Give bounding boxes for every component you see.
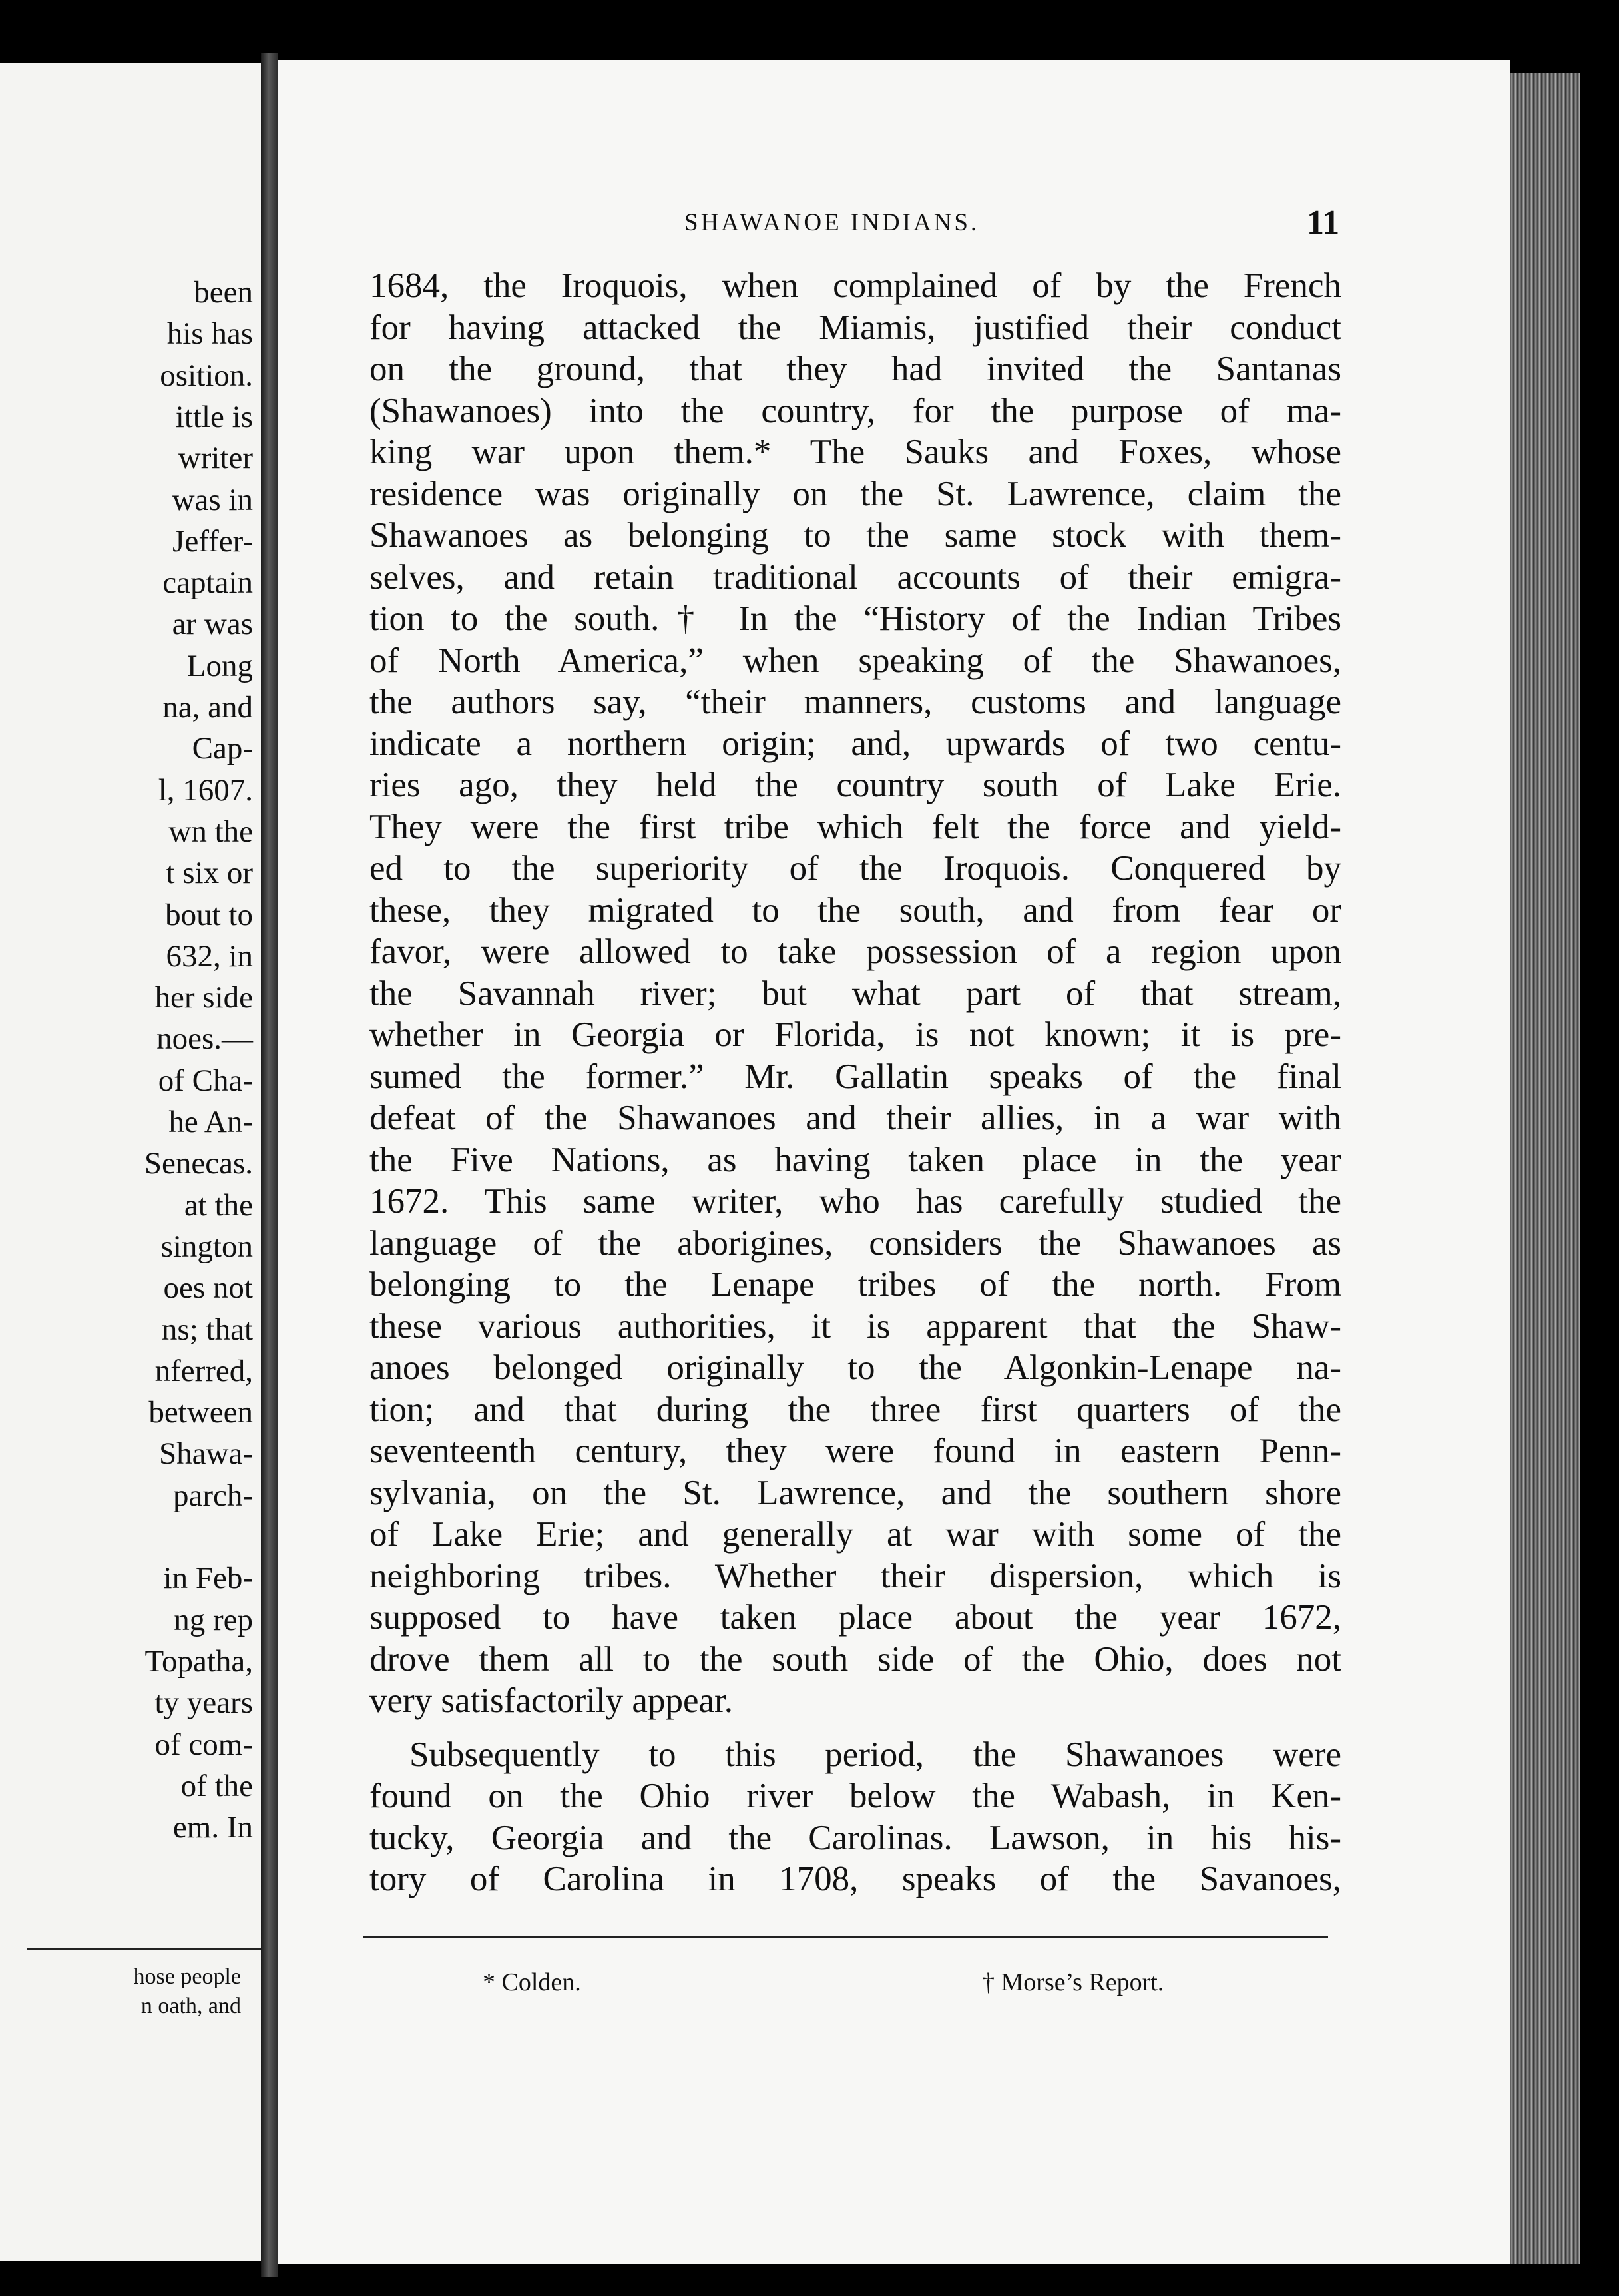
facing-footnote-rule xyxy=(27,1948,261,1950)
facing-text-line: ty years xyxy=(154,1685,253,1721)
facing-text-line: at the xyxy=(184,1187,253,1223)
text-line: of Lake Erie; and generally at war with some of the xyxy=(369,1515,1341,1554)
text-line: residence was originally on the St. Lawrence, claim the xyxy=(369,474,1341,513)
facing-text-line: na, and xyxy=(162,690,253,724)
facing-footnote-line: n oath, and xyxy=(140,1994,241,2018)
text-line: Shawanoes as belonging to the same stock with them- xyxy=(369,516,1341,555)
facing-text-line: in Feb- xyxy=(163,1561,253,1596)
text-line: ries ago, they held the country south of Lake Erie. xyxy=(369,766,1341,804)
facing-text-line: Cap- xyxy=(192,731,253,766)
facing-text-line: ar was xyxy=(172,607,253,642)
text-line: anoes belonged originally to the Algonkin-Lenape na- xyxy=(369,1348,1341,1387)
facing-footnote-line: hose people xyxy=(133,1964,241,1989)
text-line: tucky, Georgia and the Carolinas. Lawson, in his his- xyxy=(369,1818,1341,1857)
text-line: on the ground, that they had invited the Santanas xyxy=(369,350,1341,388)
running-head: SHAWANOE INDIANS. xyxy=(684,209,980,236)
text-line: the Five Nations, as having taken place in the year xyxy=(369,1140,1341,1179)
text-line: defeat of the Shawanoes and their allies, in a war with xyxy=(369,1099,1341,1137)
book-gutter xyxy=(261,53,278,2277)
body-text xyxy=(369,265,1341,1900)
facing-text-line: l, 1607. xyxy=(158,772,253,808)
text-line: tion to the south.† In the “History of the Indian Tribes xyxy=(369,599,1341,638)
text-line: language of the aborigines, considers the Shawanoes as xyxy=(369,1223,1341,1263)
paragraph-1 xyxy=(369,265,1341,1722)
facing-text-line: ng rep xyxy=(174,1602,253,1637)
text-line: found on the Ohio river below the Wabash, in Ken- xyxy=(369,1777,1341,1815)
text-line: the Savannah river; but what part of that stream, xyxy=(369,974,1341,1013)
text-line: indicate a northern origin; and, upwards of two centu- xyxy=(369,724,1341,763)
text-line: the authors say, “their manners, customs and language xyxy=(369,683,1341,721)
facing-text-line: Topatha, xyxy=(144,1643,253,1679)
text-line: king war upon them.* The Sauks and Foxes, whose xyxy=(369,433,1341,471)
facing-page xyxy=(0,63,261,2261)
facing-text-line: writer xyxy=(178,441,253,476)
text-line: sumed the former.” Mr. Gallatin speaks of the final xyxy=(369,1057,1341,1096)
facing-text-line: em. In xyxy=(172,1810,253,1845)
text-line: They were the first tribe which felt the force and yield- xyxy=(369,807,1341,846)
facing-text-line: between xyxy=(148,1395,253,1430)
facing-text-line: parch- xyxy=(172,1478,253,1513)
facing-text-line: ns; that xyxy=(161,1312,253,1347)
paragraph-2 xyxy=(369,1734,1341,1900)
text-line: tory of Carolina in 1708, speaks of the Savanoes, xyxy=(369,1860,1341,1898)
facing-text-line: her side xyxy=(154,980,253,1015)
facing-text-line: Shawa- xyxy=(159,1436,253,1472)
footnote-rule xyxy=(363,1936,1328,1938)
facing-text-line: of Cha- xyxy=(158,1063,253,1098)
facing-text-line: bout to xyxy=(165,897,253,932)
text-line: these various authorities, it is apparent that the Shaw- xyxy=(369,1306,1341,1346)
text-line: supposed to have taken place about the year 1672, xyxy=(369,1598,1341,1637)
facing-text-line: of the xyxy=(180,1768,253,1803)
facing-text-line: 632, in xyxy=(166,938,253,974)
text-line: Subsequently to this period, the Shawanoes were xyxy=(409,1735,1341,1774)
facing-text-line: wn the xyxy=(168,814,253,849)
facing-text-line: Senecas. xyxy=(144,1146,253,1181)
text-line: ed to the superiority of the Iroquois. Conquered by xyxy=(369,849,1341,888)
facing-text-line: captain xyxy=(162,565,253,601)
facing-text-line: was in xyxy=(172,482,253,517)
text-line: belonging to the Lenape tribes of the north. From xyxy=(369,1265,1341,1304)
text-line: very satisfactorily appear. xyxy=(369,1681,733,1720)
text-line: whether in Georgia or Florida, is not known; it is pre- xyxy=(369,1015,1341,1054)
facing-text-line: Long xyxy=(186,648,253,683)
text-line: for having attacked the Miamis, justified their conduct xyxy=(369,308,1341,347)
facing-text-line: oes not xyxy=(163,1271,253,1306)
facing-text-line: osition. xyxy=(160,358,253,393)
text-line: drove them all to the south side of the Ohio, does not xyxy=(369,1639,1341,1679)
facing-text-line: of com- xyxy=(154,1727,253,1762)
facing-text-line: sington xyxy=(160,1229,253,1264)
footnote-morse: † Morse’s Report. xyxy=(982,1968,1164,1996)
facing-text-line: nferred, xyxy=(154,1353,253,1388)
facing-text-line: Jeffer- xyxy=(172,523,253,559)
text-line: (Shawanoes) into the country, for the purpose of ma- xyxy=(369,391,1341,430)
facing-text-line: he An- xyxy=(168,1105,253,1139)
text-line: sylvania, on the St. Lawrence, and the southern shore xyxy=(369,1473,1341,1512)
text-line: of North America,” when speaking of the Shawanoes, xyxy=(369,641,1341,680)
page-edges xyxy=(1510,73,1580,2264)
footnote-colden: * Colden. xyxy=(483,1968,581,1996)
facing-text-line: been xyxy=(194,275,253,310)
facing-text-line: his has xyxy=(166,316,253,352)
text-line: selves, and retain traditional accounts of their emigra- xyxy=(369,557,1341,597)
text-line: these, they migrated to the south, and from fear or xyxy=(369,890,1341,930)
text-line: favor, were allowed to take possession of a region upon xyxy=(369,932,1341,971)
text-line: 1684, the Iroquois, when complained of by the French xyxy=(369,266,1341,305)
facing-text-line: t six or xyxy=(166,856,253,891)
text-line: neighboring tribes. Whether their dispersion, which is xyxy=(369,1556,1341,1595)
text-line: tion; and that during the three first quarters of the xyxy=(369,1390,1341,1429)
facing-text-line: ittle is xyxy=(175,399,253,434)
page-number: 11 xyxy=(1307,204,1340,242)
facing-text-line: noes.— xyxy=(156,1021,253,1057)
text-line: 1672. This same writer, who has carefully studied the xyxy=(369,1182,1341,1221)
text-line: seventeenth century, they were found in eastern Penn- xyxy=(369,1432,1341,1470)
